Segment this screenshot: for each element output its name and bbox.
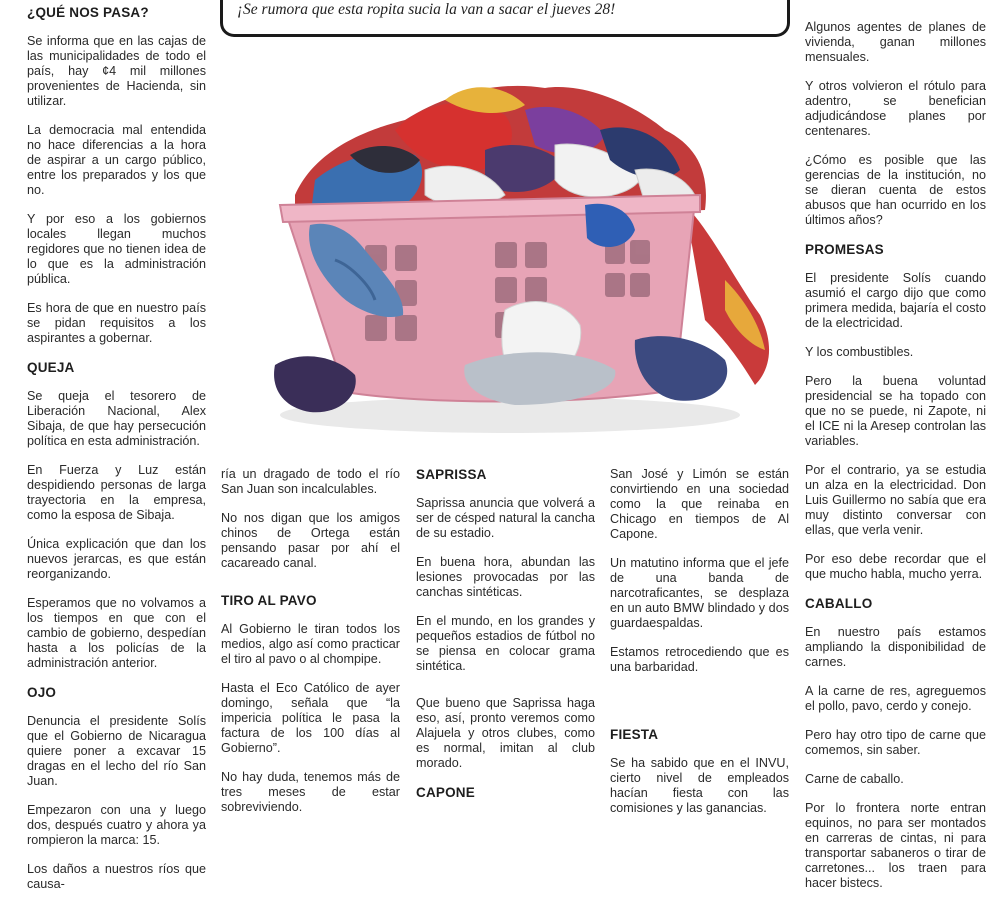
paragraph: A la carne de res, agreguemos el pollo, pavo, cerdo y conejo. <box>805 684 986 713</box>
paragraph: Se queja el tesorero de Liberación Nacional, Alex Sibaja, de que hay persecución política en esta administración. <box>27 389 206 448</box>
paragraph: En Fuerza y Luz están despidiendo personas de larga trayectoria en la empresa, como la esposa de Sibaja. <box>27 463 206 522</box>
paragraph: En el mundo, en los grandes y pequeños estadios de fútbol no se piensa en colocar grama sintética. <box>416 614 595 673</box>
heading-fiesta: FIESTA <box>610 727 659 742</box>
paragraph: ría un dragado de todo el río San Juan son incalculables. <box>221 467 400 496</box>
paragraph: No hay duda, tenemos más de tres meses de estar sobreviviendo. <box>221 770 400 814</box>
paragraph: Y los combustibles. <box>805 345 914 359</box>
heading-caballo: CABALLO <box>805 596 873 611</box>
heading-que-nos-pasa: ¿QUÉ NOS PASA? <box>27 5 149 20</box>
paragraph: Y otros volvieron el rótulo para adentro, se benefician adjudicándose planes por centenares. <box>805 79 986 138</box>
heading-ojo: OJO <box>27 685 57 700</box>
heading-queja: QUEJA <box>27 360 75 375</box>
column-5 <box>805 20 986 905</box>
paragraph: Es hora de que en nuestro país se pidan requisitos a los aspirantes a gobernar. <box>27 301 206 345</box>
laundry-basket-photo <box>255 60 785 445</box>
paragraph: Pero la buena voluntad presidencial se ha topado con que no se puede, ni Zapote, ni el ICE ni la Aresep controlan las variables. <box>805 374 986 448</box>
paragraph: Se ha sabido que en el INVU, cierto nivel de empleados hacían fiesta con las comisiones y las ganancias. <box>610 756 789 815</box>
paragraph: Al Gobierno le tiran todos los medios, algo así como practicar el tiro al pavo o al chompipe. <box>221 622 400 666</box>
heading-saprissa: SAPRISSA <box>416 467 487 482</box>
column-2 <box>221 467 400 829</box>
paragraph: Se informa que en las cajas de las municipalidades de todo el país, hay ¢4 mil millones provenientes de Hacienda, sin utilizar. <box>27 34 206 108</box>
paragraph: En nuestro país estamos ampliando la disponibilidad de carnes. <box>805 625 986 669</box>
paragraph: Pero hay otro tipo de carne que comemos, sin saber. <box>805 728 986 757</box>
paragraph: Esperamos que no volvamos a los tiempos en que con el cambio de gobierno, despedían hasta a los policías de la administración anterior. <box>27 596 206 670</box>
heading-tiro-al-pavo: TIRO AL PAVO <box>221 593 317 608</box>
paragraph: En buena hora, abundan las lesiones provocadas por las canchas sintéticas. <box>416 555 595 599</box>
paragraph: Que bueno que Saprissa haga eso, así, pronto veremos como Alajuela y otros clubes, como es normal, imitan al club morado. <box>416 696 595 770</box>
paragraph: Por lo frontera norte entran equinos, no para ser montados en carreras de cintas, ni para transportar sabaneros o tirar de carretones... los traen para hacer bistecs. <box>805 801 986 890</box>
column-4 <box>610 467 789 830</box>
heading-capone: CAPONE <box>416 785 475 800</box>
banner-quote: ¡Se rumora que esta ropita sucia la van a sacar el jueves 28! <box>237 1 616 18</box>
paragraph: Denuncia el presidente Solís que el Gobierno de Nicaragua quiere poner a excavar 15 dragas en el lecho del río San Juan. <box>27 714 206 788</box>
paragraph: Saprissa anuncia que volverá a ser de césped natural la cancha de su estadio. <box>416 496 595 540</box>
paragraph: Estamos retrocediendo que es una barbaridad. <box>610 645 789 674</box>
paragraph: Y por eso a los gobiernos locales llegan muchos regidores que no tienen idea de lo que es la administración pública. <box>27 212 206 286</box>
heading-promesas: PROMESAS <box>805 242 884 257</box>
paragraph: El presidente Solís cuando asumió el cargo dijo que como primera medida, bajaría el costo de la electricidad. <box>805 271 986 330</box>
paragraph: Por el contrario, ya se estudia un alza en la electricidad. Don Luis Guillermo no sabía que era muy distinto conversar con ellas, que verla venir. <box>805 463 986 537</box>
paragraph: Única explicación que dan los nuevos jerarcas, es que están reorganizando. <box>27 537 206 581</box>
column-3 <box>416 467 595 814</box>
quote-banner <box>220 0 790 37</box>
column-1 <box>27 5 206 906</box>
paragraph: ¿Cómo es posible que las gerencias de la institución, no se dieran cuenta de estos abusos que han ocurrido en los últimos años? <box>805 153 986 227</box>
paragraph: Los daños a nuestros ríos que causa- <box>27 862 206 891</box>
paragraph: La democracia mal entendida no hace diferencias a la hora de aspirar a un cargo público, entre los preparados y los que no. <box>27 123 206 197</box>
paragraph: Por eso debe recordar que el que mucho habla, mucho yerra. <box>805 552 986 581</box>
paragraph: Carne de caballo. <box>805 772 904 786</box>
paragraph: Hasta el Eco Católico de ayer domingo, señala que “la impericia política le pasa la factura de los 100 días al Gobierno”. <box>221 681 400 755</box>
paragraph: San José y Limón se están convirtiendo en una sociedad como la que reinaba en Chicago en tiempos de Al Capone. <box>610 467 789 541</box>
paragraph: Un matutino informa que el jefe de una banda de narcotraficantes, se desplaza en un auto BMW blindado y dos guardaespaldas. <box>610 556 789 630</box>
paragraph: Algunos agentes de planes de vivienda, ganan millones mensuales. <box>805 20 986 64</box>
paragraph: No nos digan que los amigos chinos de Ortega están pensando pasar por ahí el cacareado canal. <box>221 511 400 570</box>
paragraph: Empezaron con una y luego dos, después cuatro y ahora ya rompieron la marca: 15. <box>27 803 206 847</box>
